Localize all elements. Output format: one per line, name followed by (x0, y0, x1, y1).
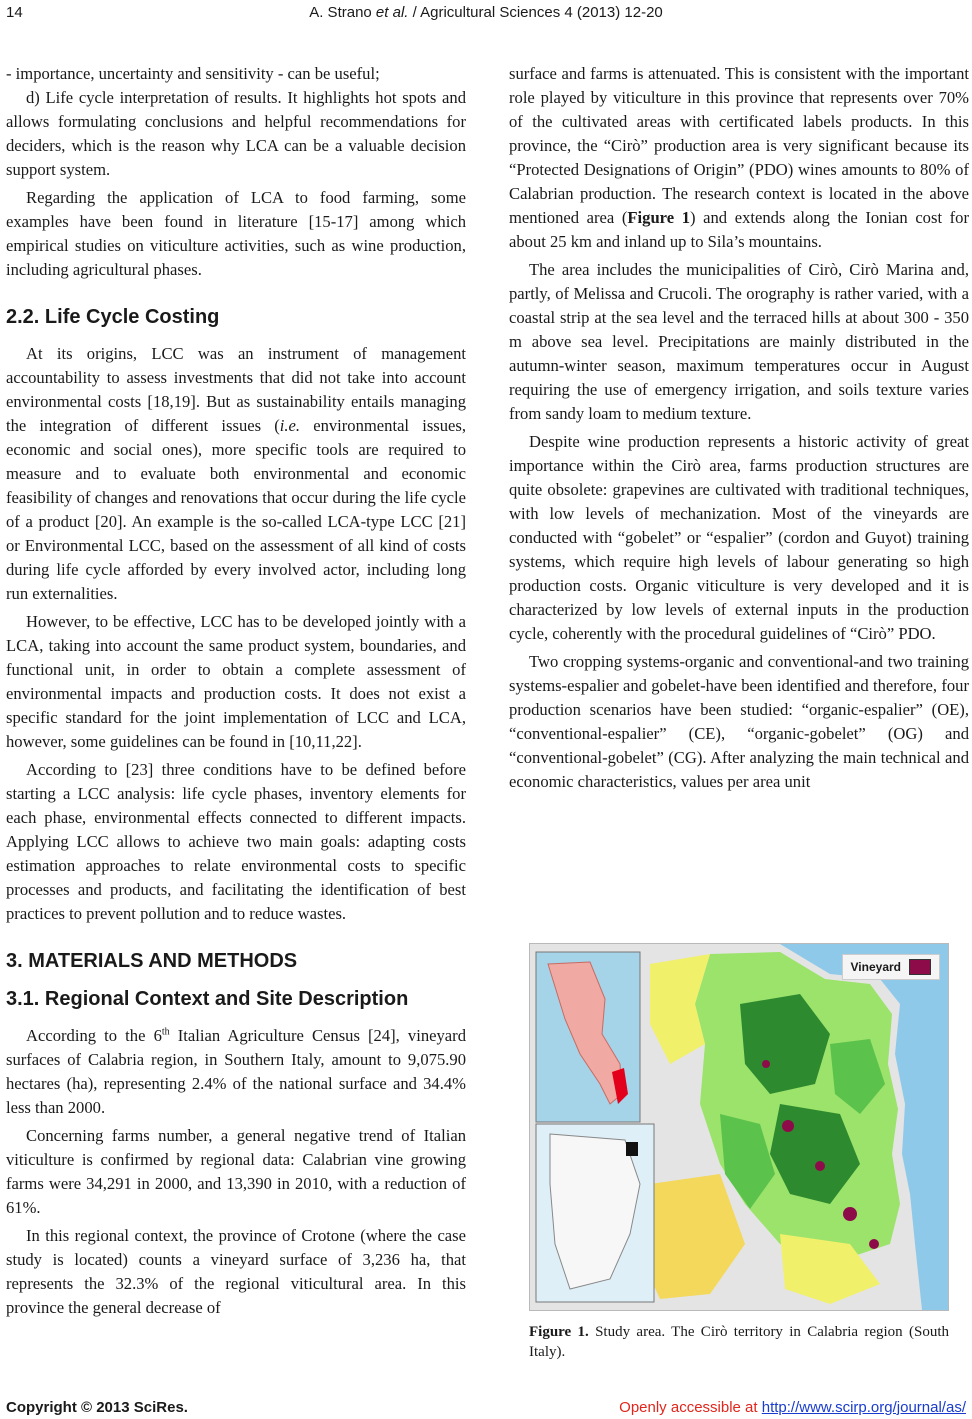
figure-caption-label: Figure 1. (529, 1324, 589, 1340)
paragraph: The area includes the municipalities of Cirò, Cirò Marina and, partly, of Melissa and Crucoli. The orography is rather varied, with a coastal strip at the sea level and the terraced hills at about 300 - 350 m above sea level. Precipitations are mainly distributed in the autumn-winter season, maximum temperatures occur in August requiring the use of emergency irrigation, and soils texture varies from sandy loam to medium texture. (509, 260, 969, 423)
copyright-notice: Copyright © 2013 SciRes. (6, 1399, 188, 1416)
running-head (0, 4, 972, 21)
paragraph-text: surface and farms is attenuated. This is consistent with the important role played by viticulture in this province that represents over 70% of the cultivated areas with certificated labels products. In this province, the “Cirò” production area is very significant because its “Protected Designations of Origin” (PDO) wines amounts to 80% of Calabrian production. The research context is located in the above mentioned area ( (509, 64, 969, 227)
running-head-etal: et al. (375, 4, 409, 21)
right-column (509, 62, 969, 794)
paragraph (509, 62, 969, 254)
paragraph: Despite wine production represents a historic activity of great importance within the Cirò area, farms production structures are quite obsolete: grapevines are cultivated with traditional techniques, with low levels of mechanization. Most of the vineyards are conducted with “gobelet” or “espalier” (cordon and Guyot) training systems, which require high levels of labour generating so high production costs. Organic viticulture is very developed and it is characterized by low levels of external inputs in the production cycle, coherently with the procedural guidelines of “Cirò” PDO. (509, 432, 969, 643)
running-head-authors: A. Strano (309, 4, 376, 21)
figure-caption (529, 1322, 949, 1362)
paragraph: d) Life cycle interpretation of results. It highlights hot spots and allows formulating conclusions and helpful recommendations for deciders, which is the reason why LCA can be a valuable decision support system. (6, 88, 466, 179)
paragraph: Two cropping systems-organic and conventional-and two training systems-espalier and gobelet-have been identified and therefore, four production scenarios have been studied: “organic-espalier” (OE), “conventional-espalier” (CE), “organic-gobelet” (OG) and “conventional-gobelet” (CG). After analyzing the main technical and economic characteristics, values per area unit (509, 652, 969, 791)
page-number: 14 (6, 4, 23, 21)
paragraph-text: According to the 6 (26, 1026, 162, 1045)
paragraph: In this regional context, the province of Crotone (where the case study is located) counts a vineyard surface of 3,236 ha, that represents the 32.3% of the regional viticultural area. In this province the general decrease of (6, 1226, 466, 1317)
vineyard-patch (843, 1207, 857, 1221)
vineyard-patch (869, 1239, 879, 1249)
vineyard-patch (782, 1120, 794, 1132)
vineyard-patch (815, 1161, 825, 1171)
superscript: th (161, 1026, 170, 1038)
paragraph: Regarding the application of LCA to food farming, some examples have been found in literature [15-17] among which empirical studies on viticulture activities, such as wine production, including agricultural phases. (6, 188, 466, 279)
legend-swatch (909, 959, 931, 975)
access-notice (619, 1399, 966, 1416)
section-heading-lcc: 2.2. Life Cycle Costing (6, 306, 220, 328)
map-graphic (530, 944, 948, 1310)
paragraph: According to [23] three conditions have to be defined before starting a LCC analysis: life cycle phases, inventory elements for each phase, environmental effects connected to different impacts. Applying LCC allows to achieve two main goals: adapting costs estimation approaches to relate environmental costs to specific processes and products, and facilitating the identification of best practices to prevent pollution and to reduce wastes. (6, 760, 466, 923)
legend-label: Vineyard (850, 960, 901, 974)
subsection-heading-regional: 3.1. Regional Context and Site Description (6, 988, 409, 1010)
paragraph-emphasis: i.e. (279, 416, 301, 435)
paragraph (6, 342, 466, 606)
access-text: Openly accessible at (619, 1399, 762, 1416)
paragraph-text: ) and extends along the Ionian cost for about 25 km and inland up to Sila’s mountains. (509, 208, 969, 251)
figure-reference-link[interactable]: Figure 1 (627, 208, 691, 227)
figure-caption-text: Study area. The Cirò territory in Calabria region (South Italy). (529, 1324, 949, 1360)
paragraph-text: Italian Agriculture Census [24], vineyard surfaces of Calabria region, in Southern Italy, amount to 9,075.90 hectares (ha), representing 2.4% of the national surface and 34.4% less than 2000. (6, 1026, 466, 1117)
journal-link[interactable]: http://www.scirp.org/journal/as/ (761, 1399, 966, 1416)
paragraph: Concerning farms number, a general negative trend of Italian viticulture is confirmed by regional data: Calabrian vine growing farms were 34,291 in 2000, and 13,390 in 2010, with a reduction of 61%. (6, 1126, 466, 1217)
study-area-map (529, 943, 949, 1311)
paragraph: - importance, uncertainty and sensitivity - can be useful; (6, 64, 380, 83)
section-heading-methods: 3. MATERIALS AND METHODS (6, 950, 298, 972)
paragraph (6, 1024, 466, 1120)
map-legend (842, 954, 940, 980)
running-head-journal: / Agricultural Sciences 4 (2013) 12-20 (408, 4, 663, 21)
paragraph: However, to be effective, LCC has to be developed jointly with a LCA, taking into account the same product system, boundaries, and functional unit, in order to obtain a complete assessment of environmental impacts and production costs. It does not exist a specific standard for the joint implementation of LCC and LCA, however, some guidelines can be found in [10,11,22]. (6, 612, 466, 751)
vineyard-patch (762, 1060, 770, 1068)
paragraph-text: At its origins, LCC was an instrument of management accountability to assess investments that did not take into account environmental costs [18,19]. But as sustainability entails managing the integration of different issues ( (6, 344, 466, 435)
ciro-territory-marker (626, 1142, 638, 1156)
paragraph-text: environmental issues, economic and social ones), more specific tools are required to measure and to evaluate both environmental and economic feasibility of changes and renovations that occur during the life cycle of a product [20]. An example is the so-called LCA-type LCC [21] or Environmental LCC, based on the assessment of all kind of costs during life cycle afforded by every involved actor, including long run externalities. (6, 416, 466, 603)
left-column (6, 62, 466, 1320)
